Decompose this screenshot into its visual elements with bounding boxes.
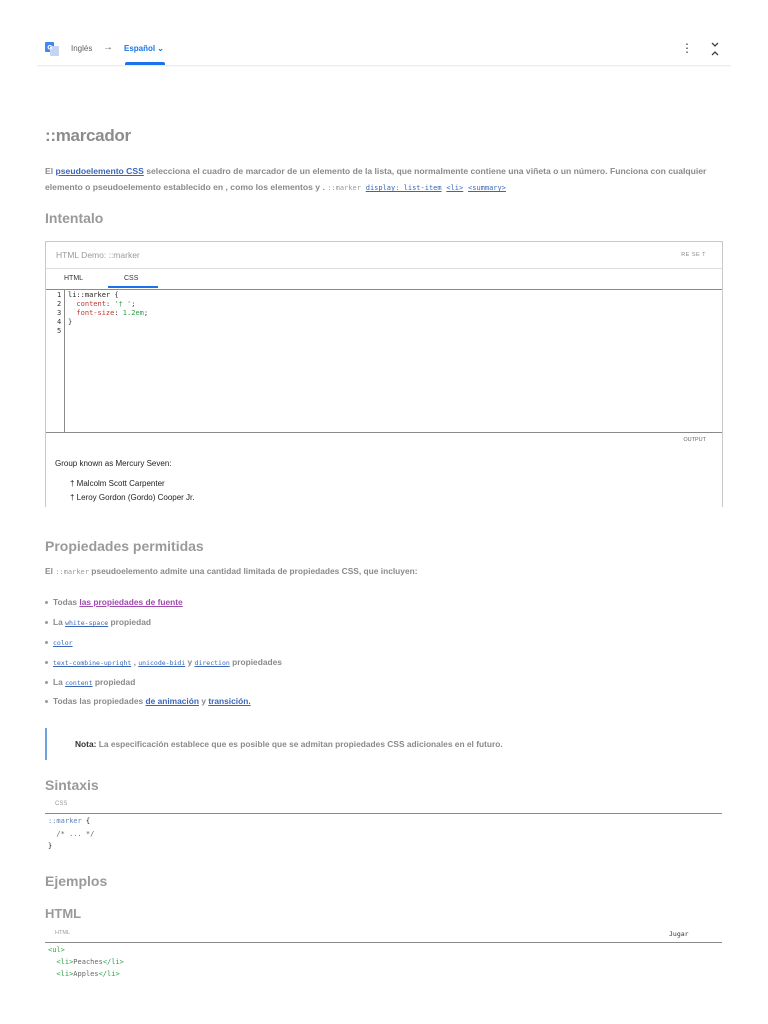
- list-item: [53, 696, 251, 706]
- code-selector: ::marker: [48, 817, 82, 825]
- code-value: 1.2em: [122, 309, 144, 317]
- syntax-code-block: [48, 815, 94, 853]
- output-heading: Group known as Mercury Seven:: [55, 459, 172, 468]
- list-item-text: propiedades: [229, 657, 282, 667]
- more-options-icon[interactable]: ⋮: [681, 41, 693, 55]
- bullet-icon: [45, 601, 48, 604]
- line-number: 5: [57, 327, 62, 335]
- code-editor[interactable]: [46, 289, 722, 433]
- source-language[interactable]: Inglés: [71, 44, 93, 53]
- note-text: [75, 739, 503, 749]
- bullet-icon: [45, 621, 48, 624]
- code-tag: <li>: [48, 958, 74, 966]
- pseudo-element-link[interactable]: pseudoelemento CSS: [55, 166, 144, 176]
- arrow-right-icon: →: [103, 42, 113, 53]
- list-item-text: y: [199, 696, 209, 706]
- list-item: [53, 597, 183, 607]
- bullet-icon: [45, 681, 48, 684]
- try-it-heading: Intentalo: [45, 210, 104, 226]
- line-number: 2: [57, 300, 62, 308]
- code-line: [68, 300, 135, 308]
- intro-paragraph: [45, 163, 725, 196]
- allowed-intro-a: El: [45, 566, 56, 576]
- code-rule: [45, 942, 722, 943]
- font-properties-link[interactable]: las propiedades de fuente: [79, 597, 183, 607]
- target-language-label: Español: [124, 44, 156, 53]
- page-title: ::marcador: [45, 126, 131, 145]
- code-line: [68, 291, 119, 299]
- output-list-item: † Leroy Gordon (Gordo) Cooper Jr.: [70, 493, 195, 502]
- allowed-intro: [45, 566, 418, 576]
- code-text: Peaches: [73, 958, 103, 966]
- code-line: }: [68, 318, 73, 326]
- allowed-intro-b: pseudoelemento admite una cantidad limitada de propiedades CSS, que incluyen:: [88, 566, 418, 576]
- line-number: 1: [57, 291, 62, 299]
- note-label: Nota:: [75, 739, 97, 749]
- code-punct: ;: [143, 309, 149, 317]
- chevron-down-icon: ⌄: [157, 44, 164, 53]
- list-item: [53, 677, 135, 687]
- list-item-text: propiedad: [108, 617, 151, 627]
- interactive-demo: [45, 241, 723, 507]
- marker-code: ::marker: [55, 568, 89, 576]
- code-property: font-size: [68, 309, 115, 317]
- code-language-label: HTML: [55, 930, 70, 936]
- note-body: La especificación establece que es posible que se admitan propiedades CSS adicionales en el futuro.: [96, 739, 503, 749]
- color-link[interactable]: color: [53, 639, 73, 647]
- list-item-text: La: [53, 617, 66, 627]
- svg-text:G: G: [47, 44, 53, 52]
- list-item: [53, 657, 282, 667]
- code-tag: <li>: [48, 970, 74, 978]
- list-item-text: Todas las propiedades: [53, 696, 146, 706]
- list-item-text: Todas: [53, 597, 80, 607]
- text-combine-upright-link[interactable]: text-combine-upright: [53, 659, 132, 667]
- html-subheading: HTML: [45, 906, 82, 921]
- demo-tabs: [46, 268, 722, 290]
- transition-link[interactable]: transición.: [208, 696, 251, 706]
- translate-bar-shadow: [37, 65, 731, 67]
- bullet-icon: [45, 641, 48, 644]
- translate-bar: [37, 36, 731, 66]
- code-tag: </li>: [102, 958, 124, 966]
- list-item-text: propiedad: [92, 677, 136, 687]
- line-number-gutter: [46, 289, 65, 432]
- target-language[interactable]: [124, 44, 164, 53]
- intro-text-1: El: [45, 166, 56, 176]
- active-tab-indicator: [108, 286, 158, 288]
- code-rule: [45, 813, 722, 814]
- line-number: 3: [57, 309, 62, 317]
- list-item: [53, 617, 151, 627]
- list-item-text: y: [185, 657, 195, 667]
- code-punct: :: [114, 309, 123, 317]
- collapse-icon[interactable]: [709, 40, 721, 58]
- example-code-block: [48, 944, 124, 980]
- code-punct: {: [110, 291, 119, 299]
- code-punct: :: [105, 300, 115, 308]
- code-punct: ;: [131, 300, 136, 308]
- white-space-link[interactable]: white-space: [65, 619, 109, 627]
- animation-link[interactable]: de animación: [145, 696, 199, 706]
- code-tag: </li>: [98, 970, 120, 978]
- google-translate-icon[interactable]: [45, 42, 59, 56]
- code-line: [68, 309, 148, 317]
- code-punct: }: [48, 842, 53, 850]
- list-item-text: ,: [131, 657, 139, 667]
- code-selector: li::marker: [68, 291, 111, 299]
- demo-title: HTML Demo: ::marker: [56, 250, 140, 260]
- intro-code-marker: ::marker: [327, 184, 361, 192]
- code-punct: {: [81, 817, 91, 825]
- code-property: content: [68, 300, 106, 308]
- summary-link[interactable]: <summary>: [468, 184, 506, 192]
- bullet-icon: [45, 661, 48, 664]
- output-list-item: † Malcolm Scott Carpenter: [70, 479, 165, 488]
- code-tag: <ul>: [48, 946, 65, 954]
- code-language-label: CSS: [55, 801, 68, 807]
- bullet-icon: [45, 700, 48, 703]
- li-link[interactable]: <li>: [446, 184, 464, 192]
- examples-heading: Ejemplos: [45, 873, 108, 889]
- tab-html[interactable]: HTML: [64, 275, 84, 282]
- syntax-heading: Sintaxis: [45, 777, 99, 793]
- note-callout: [45, 728, 723, 760]
- line-number: 4: [57, 318, 62, 326]
- list-item: [53, 637, 73, 647]
- play-button[interactable]: Jugar: [669, 930, 689, 938]
- output-label: OUTPUT: [683, 437, 706, 443]
- reset-button[interactable]: RE SE T: [681, 252, 706, 258]
- direction-link[interactable]: direction: [194, 659, 230, 667]
- tab-css[interactable]: CSS: [124, 275, 139, 282]
- content-link[interactable]: content: [65, 679, 93, 687]
- display-list-item-link[interactable]: display: list-item: [365, 184, 442, 192]
- list-item-text: La: [53, 677, 66, 687]
- intro-text-2: selecciona el cuadro de marcador de un elemento de la lista, que normalmente contiene una viñeta o un número. Funciona con cualquier elemento o pseudoelemento establecido en , como los elementos y .: [45, 166, 707, 192]
- code-text: Apples: [73, 970, 99, 978]
- code-comment: /* ... */: [48, 829, 95, 838]
- allowed-properties-heading: Propiedades permitidas: [45, 538, 204, 554]
- code-value: '† ': [114, 300, 132, 308]
- unicode-bidi-link[interactable]: unicode-bidi: [138, 659, 186, 667]
